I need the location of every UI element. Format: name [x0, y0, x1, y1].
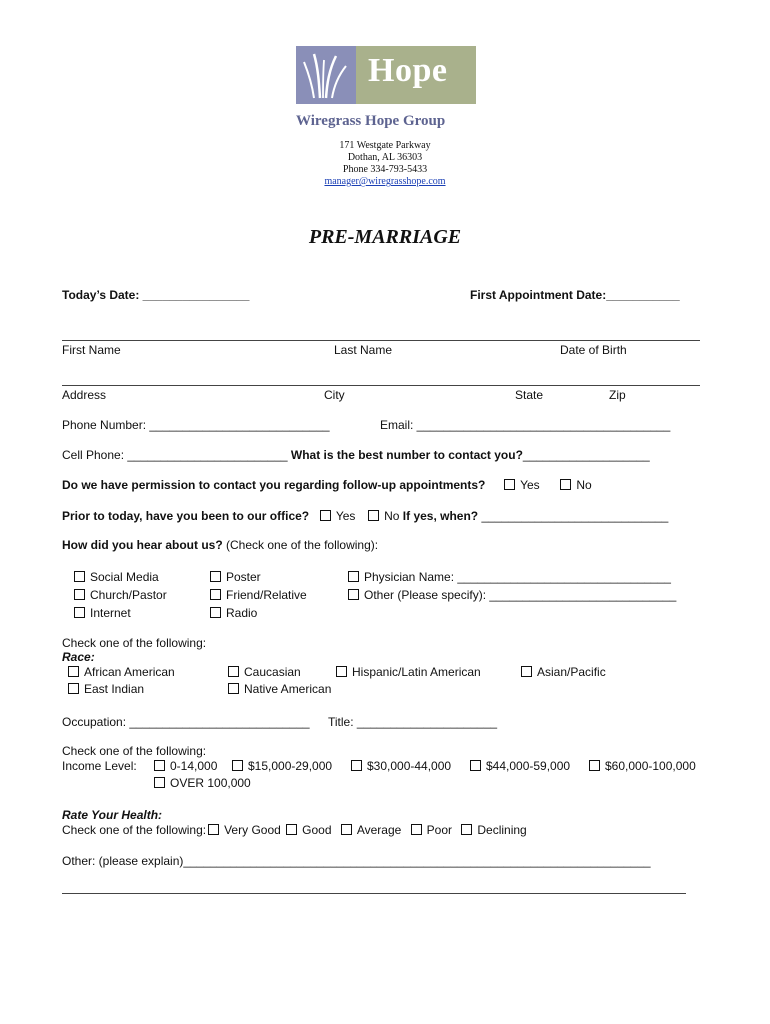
option-label: Church/Pastor — [90, 588, 167, 602]
health-declining-checkbox[interactable] — [461, 824, 472, 835]
first-name-label: First Name — [62, 343, 121, 357]
hear-option[interactable] — [210, 588, 307, 602]
address-entry-line[interactable] — [62, 385, 700, 386]
health-average-checkbox[interactable] — [341, 824, 352, 835]
checkbox[interactable] — [232, 760, 243, 771]
checkbox[interactable] — [228, 683, 239, 694]
health-check-one: Check one of the following: — [62, 823, 207, 837]
income-option[interactable] — [470, 759, 570, 773]
option-label: Caucasian — [244, 665, 301, 679]
email-line — [0, 176, 770, 187]
if-yes-when-blank[interactable]: ____________________________ — [481, 509, 669, 523]
permission-no-checkbox[interactable] — [560, 479, 571, 490]
logo-word: Hope — [368, 52, 448, 89]
option-label: OVER 100,000 — [170, 776, 251, 790]
logo-word-panel — [356, 46, 476, 104]
checkbox[interactable] — [589, 760, 600, 771]
checkbox[interactable] — [228, 666, 239, 677]
income-check-one: Check one of the following: — [62, 744, 207, 758]
race-option[interactable] — [68, 665, 175, 679]
checkbox[interactable] — [68, 683, 79, 694]
permission-question: Do we have permission to contact you regarding follow-up appointments? — [62, 478, 486, 492]
hear-option[interactable] — [210, 606, 257, 620]
rate-health-label: Rate Your Health: — [62, 808, 163, 822]
race-option[interactable] — [521, 665, 606, 679]
option-label: Native American — [244, 682, 332, 696]
phone-line: Phone 334-793-5433 — [342, 164, 428, 175]
prior-no-checkbox[interactable] — [368, 510, 379, 521]
checkbox[interactable] — [74, 607, 85, 618]
prior-yes-label: Yes — [335, 509, 356, 523]
cell-phone-label: Cell Phone: ________________________ — [62, 448, 288, 462]
option-label: East Indian — [84, 682, 145, 696]
option-label: Very Good — [224, 823, 281, 837]
best-number-blank[interactable]: ___________________ — [522, 448, 650, 462]
permission-yes-checkbox[interactable] — [504, 479, 515, 490]
grass-logo-mark — [296, 46, 356, 104]
prior-no-label: No — [384, 509, 400, 523]
income-option[interactable] — [232, 759, 332, 773]
option-label: $15,000-29,000 — [248, 759, 333, 773]
wiregrass-hope-logo — [296, 46, 476, 104]
todays-date-field[interactable]: Today’s Date: ________________ — [62, 288, 250, 302]
race-option[interactable] — [228, 665, 301, 679]
health-poor-checkbox[interactable] — [411, 824, 422, 835]
email-field[interactable]: Email: ______________________________________ — [380, 418, 671, 432]
city-label: City — [324, 388, 345, 402]
income-option[interactable] — [351, 759, 451, 773]
checkbox[interactable] — [68, 666, 79, 677]
income-option[interactable] — [589, 759, 696, 773]
option-label: $60,000-100,000 — [605, 759, 696, 773]
option-label: Average — [356, 823, 402, 837]
checkbox[interactable] — [348, 571, 359, 582]
hear-option[interactable] — [74, 588, 167, 602]
email-link[interactable]: manager@wiregrasshope.com — [324, 176, 446, 187]
race-label: Race: — [62, 650, 95, 664]
hear-option[interactable] — [74, 570, 159, 584]
best-number-question: What is the best number to contact you? — [290, 448, 523, 462]
option-label: African American — [84, 665, 175, 679]
race-option[interactable] — [228, 682, 331, 696]
race-option[interactable] — [336, 665, 481, 679]
organization-name: Wiregrass Hope Group — [296, 113, 446, 129]
option-label: Internet — [90, 606, 131, 620]
health-very-good-checkbox[interactable] — [208, 824, 219, 835]
first-appointment-date-field[interactable]: First Appointment Date:___________ — [470, 288, 680, 302]
checkbox[interactable] — [521, 666, 532, 677]
option-label: Hispanic/Latin American — [352, 665, 481, 679]
hear-about-us-row — [62, 538, 378, 552]
last-name-label: Last Name — [334, 343, 393, 357]
grass-icon — [296, 46, 356, 104]
permission-row — [62, 478, 592, 492]
option-label: Friend/Relative — [226, 588, 307, 602]
health-good-checkbox[interactable] — [286, 824, 297, 835]
occupation-field[interactable]: Occupation: ___________________________ — [62, 715, 310, 729]
name-entry-line[interactable] — [62, 340, 700, 341]
option-label: Other (Please specify): ____________________________ — [364, 588, 677, 602]
option-label: 0-14,000 — [170, 759, 218, 773]
option-label: $30,000-44,000 — [367, 759, 452, 773]
date-of-birth-label: Date of Birth — [560, 343, 627, 357]
option-label: Radio — [226, 606, 258, 620]
option-label: Good — [302, 823, 332, 837]
race-check-one: Check one of the following: — [62, 636, 207, 650]
race-option[interactable] — [68, 682, 144, 696]
checkbox[interactable] — [154, 760, 165, 771]
option-label: Social Media — [90, 570, 159, 584]
checkbox[interactable] — [154, 777, 165, 788]
hear-about-us-hint: (Check one of the following): — [226, 538, 379, 552]
if-yes-when-label: If yes, when? — [402, 509, 479, 523]
checkbox[interactable] — [348, 589, 359, 600]
other-explain-line[interactable] — [62, 893, 686, 894]
income-option[interactable] — [154, 776, 251, 790]
checkbox[interactable] — [336, 666, 347, 677]
checkbox[interactable] — [351, 760, 362, 771]
cell-phone-field[interactable] — [62, 448, 650, 462]
permission-yes-label: Yes — [520, 478, 540, 492]
checkbox[interactable] — [210, 589, 221, 600]
option-label: $44,000-59,000 — [486, 759, 571, 773]
health-row — [62, 823, 527, 837]
option-label: Physician Name: ________________________________ — [364, 570, 671, 584]
hear-option[interactable] — [210, 570, 261, 584]
option-label: Poster — [226, 570, 261, 584]
checkbox[interactable] — [210, 607, 221, 618]
permission-no-label: No — [576, 478, 592, 492]
income-option[interactable] — [154, 759, 217, 773]
form-title: PRE-MARRIAGE — [308, 226, 462, 248]
state-label: State — [515, 388, 544, 402]
address-label: Address — [62, 388, 107, 402]
prior-visit-question: Prior to today, have you been to our office? — [62, 509, 310, 523]
prior-yes-checkbox[interactable] — [320, 510, 331, 521]
hear-about-us-question: How did you hear about us? — [62, 538, 223, 552]
hear-option[interactable] — [74, 606, 131, 620]
title-field[interactable]: Title: _____________________ — [328, 715, 498, 729]
prior-visit-row — [62, 509, 668, 523]
address-line: 171 Westgate Parkway — [339, 140, 431, 151]
option-label: Poor — [426, 823, 453, 837]
option-label: Declining — [477, 823, 527, 837]
city-line: Dothan, AL 36303 — [347, 152, 423, 163]
other-specify-option[interactable] — [348, 588, 676, 602]
checkbox[interactable] — [210, 571, 221, 582]
option-label: Asian/Pacific — [537, 665, 606, 679]
other-explain-field[interactable]: Other: (please explain)______________________________________________________________________ — [62, 854, 651, 868]
physician-name-option[interactable] — [348, 570, 671, 584]
checkbox[interactable] — [74, 589, 85, 600]
phone-number-field[interactable]: Phone Number: ___________________________ — [62, 418, 330, 432]
checkbox[interactable] — [470, 760, 481, 771]
checkbox[interactable] — [74, 571, 85, 582]
zip-label: Zip — [609, 388, 626, 402]
income-level-label: Income Level: — [62, 759, 137, 773]
